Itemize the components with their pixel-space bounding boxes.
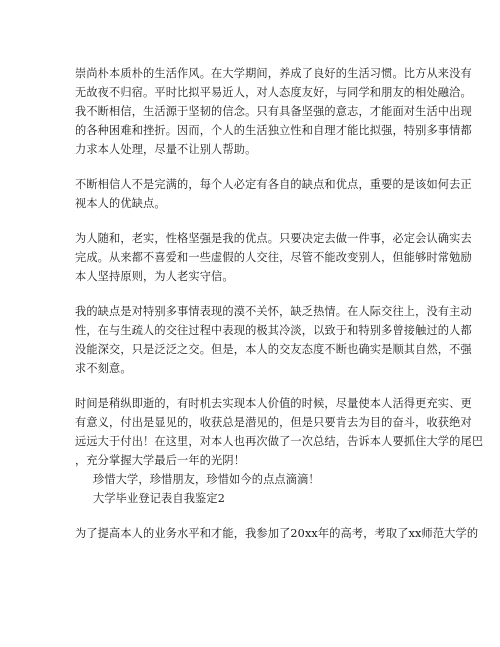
text-line: 无故夜不归宿。平时比拟平易近人，对人态度友好，与同学和朋友的相处融洽。 [75,86,472,99]
text-line: 远远大于付出！在这里，对本人也再次做了一次总结，告诉本人要抓住大学的尾巴 [75,435,484,448]
text-line: 为了提高本人的业务水平和才能，我参加了20xx年的高考，考取了xx师范大学的 [75,527,479,540]
text-line: 本人坚持原则，为人老实守信。 [75,270,234,283]
text-line: 完成。从来都不喜爱和一些虚假的人交往，尽管不能改变别人，但能够时常勉励 [75,251,472,264]
text-line: 视本人的优缺点。 [75,197,166,210]
text-line: 我不断相信，生活源于坚韧的信念。只有具备坚强的意志，才能面对生活中出现 [75,105,472,118]
text-line: 力求本人处理，尽量不让别人帮助。 [75,143,257,156]
text-line: ，充分掌握大学最后一年的光阴！ [75,454,246,467]
text-line: 求不刻意。 [75,362,132,375]
text-line: 我的缺点是对特别多事情表现的漠不关怀，缺乏热情。在人际交往上，没有主动 [75,305,472,318]
section-heading: 大学毕业登记表自我鉴定2 [93,492,225,505]
text-line: 不断相信人不是完满的，每个人必定有各自的缺点和优点，重要的是该如何去正 [75,178,472,191]
text-line: 有意义，付出是显见的，收获总是潜见的，但是只要肯去为目的奋斗，收获绝对 [75,416,472,429]
text-line: 珍惜大学，珍惜朋友，珍惜如今的点点滴滴！ [93,473,320,486]
text-line: 时间是稍纵即逝的，有时机去实现本人价值的时候，尽量使本人活得更充实、更 [75,397,472,410]
text-line: 崇尚朴本质朴的生活作风。在大学期间，养成了良好的生活习惯。比方从来没有 [75,67,472,80]
text-line: 没能深交，只是泛泛之交。但是，本人的交友态度不断也确实是顺其自然，不强 [75,343,472,356]
text-line: 为人随和，老实，性格坚强是我的优点。只要决定去做一件事，必定会认确实去 [75,232,472,245]
text-line: 性，在与生疏人的交往过程中表现的极其冷淡，以致于和特别多曾接触过的人都 [75,324,472,337]
text-line: 的各种困难和挫折。因而，个人的生活独立性和自理才能比拟强，特别多事情都 [75,124,472,137]
